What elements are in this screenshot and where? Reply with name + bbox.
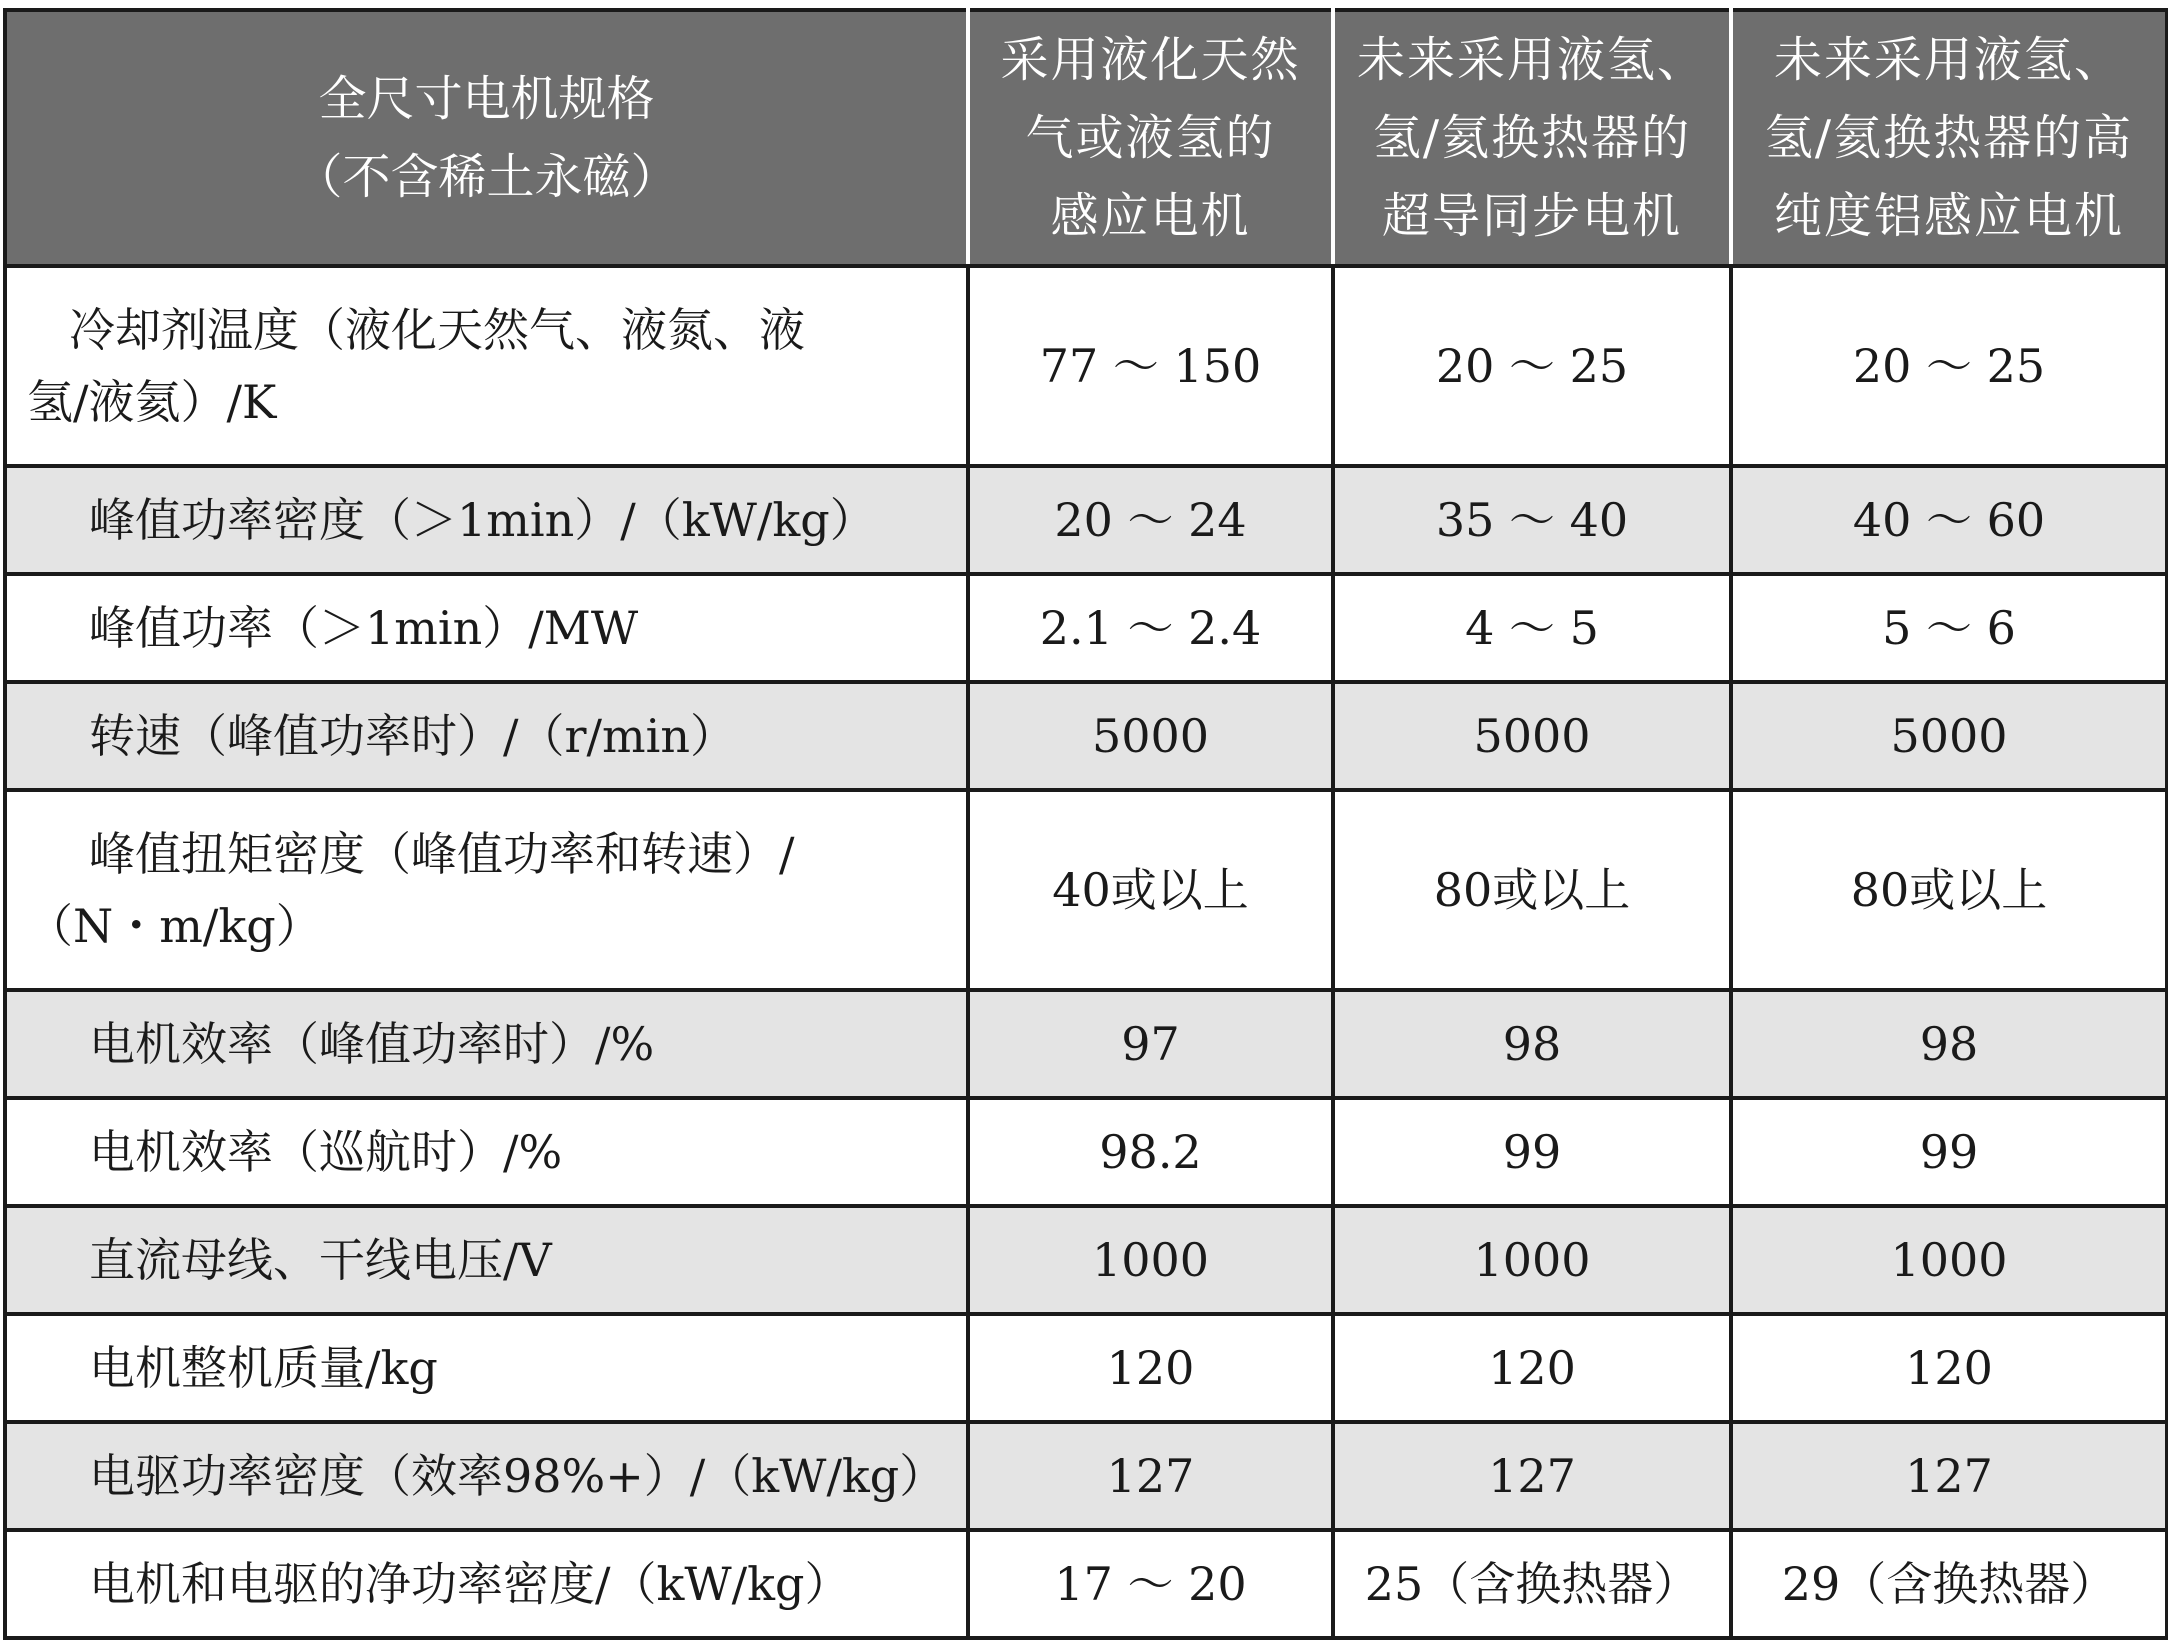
cell-value: 80或以上 xyxy=(1731,790,2167,990)
cell-value: 40或以上 xyxy=(968,790,1333,990)
header-col-aluminum xyxy=(1731,10,2167,266)
cell-value: 20 ～ 25 xyxy=(1333,266,1731,466)
cell-value: 98.2 xyxy=(968,1098,1333,1206)
cell-value: 17 ～ 20 xyxy=(968,1530,1333,1638)
header-col-line: 感应电机 xyxy=(1050,188,1251,244)
cell-value: 1000 xyxy=(1731,1206,2167,1314)
row-label-line2: （N・m/kg） xyxy=(27,899,322,953)
header-col-superconducting xyxy=(1333,10,1731,266)
cell-value: 98 xyxy=(1333,990,1731,1098)
cell-value: 97 xyxy=(968,990,1333,1098)
cell-value: 120 xyxy=(1333,1314,1731,1422)
cell-value: 98 xyxy=(1731,990,2167,1098)
table-row-bus-voltage xyxy=(5,1206,2167,1314)
header-col-line: 未来采用液氢、 xyxy=(1773,32,2124,88)
cell-value: 1000 xyxy=(968,1206,1333,1314)
table-row-efficiency-peak xyxy=(5,990,2167,1098)
table-row-motor-mass xyxy=(5,1314,2167,1422)
motor-spec-table xyxy=(3,8,2168,1640)
cell-value: 99 xyxy=(1731,1098,2167,1206)
table-header xyxy=(5,10,2167,266)
cell-value: 1000 xyxy=(1333,1206,1731,1314)
row-label: 峰值功率（＞1min）/MW xyxy=(5,574,968,682)
cell-value: 2.1 ～ 2.4 xyxy=(968,574,1333,682)
table-row-torque-density xyxy=(5,790,2167,990)
header-col-line: 纯度铝感应电机 xyxy=(1773,188,2124,244)
header-spec-cell xyxy=(5,10,968,266)
table-row-peak-power xyxy=(5,574,2167,682)
row-label: 直流母线、干线电压/V xyxy=(5,1206,968,1314)
table-row-drive-power-density xyxy=(5,1422,2167,1530)
cell-value: 4 ～ 5 xyxy=(1333,574,1731,682)
table-row-peak-power-density xyxy=(5,466,2167,574)
cell-value: 127 xyxy=(1333,1422,1731,1530)
row-label xyxy=(5,266,968,466)
cell-value: 77 ～ 150 xyxy=(968,266,1333,466)
cell-value: 35 ～ 40 xyxy=(1333,466,1731,574)
header-col-line: 氢/氦换热器的 xyxy=(1372,110,1692,166)
header-col-line: 未来采用液氢、 xyxy=(1356,32,1707,88)
row-label: 电机效率（巡航时）/% xyxy=(5,1098,968,1206)
row-label: 转速（峰值功率时）/（r/min） xyxy=(5,682,968,790)
cell-value: 5000 xyxy=(968,682,1333,790)
header-col-line: 采用液化天然 xyxy=(1000,32,1301,88)
cell-value: 127 xyxy=(968,1422,1333,1530)
cell-value: 20 ～ 25 xyxy=(1731,266,2167,466)
cell-value: 120 xyxy=(968,1314,1333,1422)
header-col-line: 气或液氢的 xyxy=(1025,110,1276,166)
row-label: 峰值功率密度（＞1min）/（kW/kg） xyxy=(5,466,968,574)
table-row-speed xyxy=(5,682,2167,790)
cell-value: 127 xyxy=(1731,1422,2167,1530)
row-label: 电驱功率密度（效率98%+）/（kW/kg） xyxy=(5,1422,968,1530)
header-col-line: 氢/氦换热器的高 xyxy=(1764,110,2134,166)
cell-value: 40 ～ 60 xyxy=(1731,466,2167,574)
table-body xyxy=(5,266,2167,1638)
cell-value: 25（含换热器） xyxy=(1333,1530,1731,1638)
cell-value: 20 ～ 24 xyxy=(968,466,1333,574)
cell-value: 80或以上 xyxy=(1333,790,1731,990)
header-spec-line1: 全尺寸电机规格 xyxy=(318,71,655,127)
table-row-coolant-temp xyxy=(5,266,2167,466)
header-col-induction xyxy=(968,10,1333,266)
row-label-line1: 峰值扭矩密度（峰值功率和转速）/ xyxy=(89,827,795,881)
row-label: 电机效率（峰值功率时）/% xyxy=(5,990,968,1098)
header-col-line: 超导同步电机 xyxy=(1381,188,1682,244)
cell-value: 120 xyxy=(1731,1314,2167,1422)
cell-value: 99 xyxy=(1333,1098,1731,1206)
row-label: 电机整机质量/kg xyxy=(5,1314,968,1422)
header-row xyxy=(5,10,2167,266)
row-label xyxy=(5,790,968,990)
row-label-line2: 氢/液氦）/K xyxy=(27,375,277,429)
cell-value: 5000 xyxy=(1731,682,2167,790)
table-row-net-power-density xyxy=(5,1530,2167,1638)
row-label: 电机和电驱的净功率密度/（kW/kg） xyxy=(5,1530,968,1638)
cell-value: 5 ～ 6 xyxy=(1731,574,2167,682)
table-row-efficiency-cruise xyxy=(5,1098,2167,1206)
cell-value: 5000 xyxy=(1333,682,1731,790)
header-spec-line2: （不含稀土永磁） xyxy=(294,149,679,205)
row-label-line1: 冷却剂温度（液化天然气、液氮、液 xyxy=(69,303,805,357)
cell-value: 29（含换热器） xyxy=(1731,1530,2167,1638)
